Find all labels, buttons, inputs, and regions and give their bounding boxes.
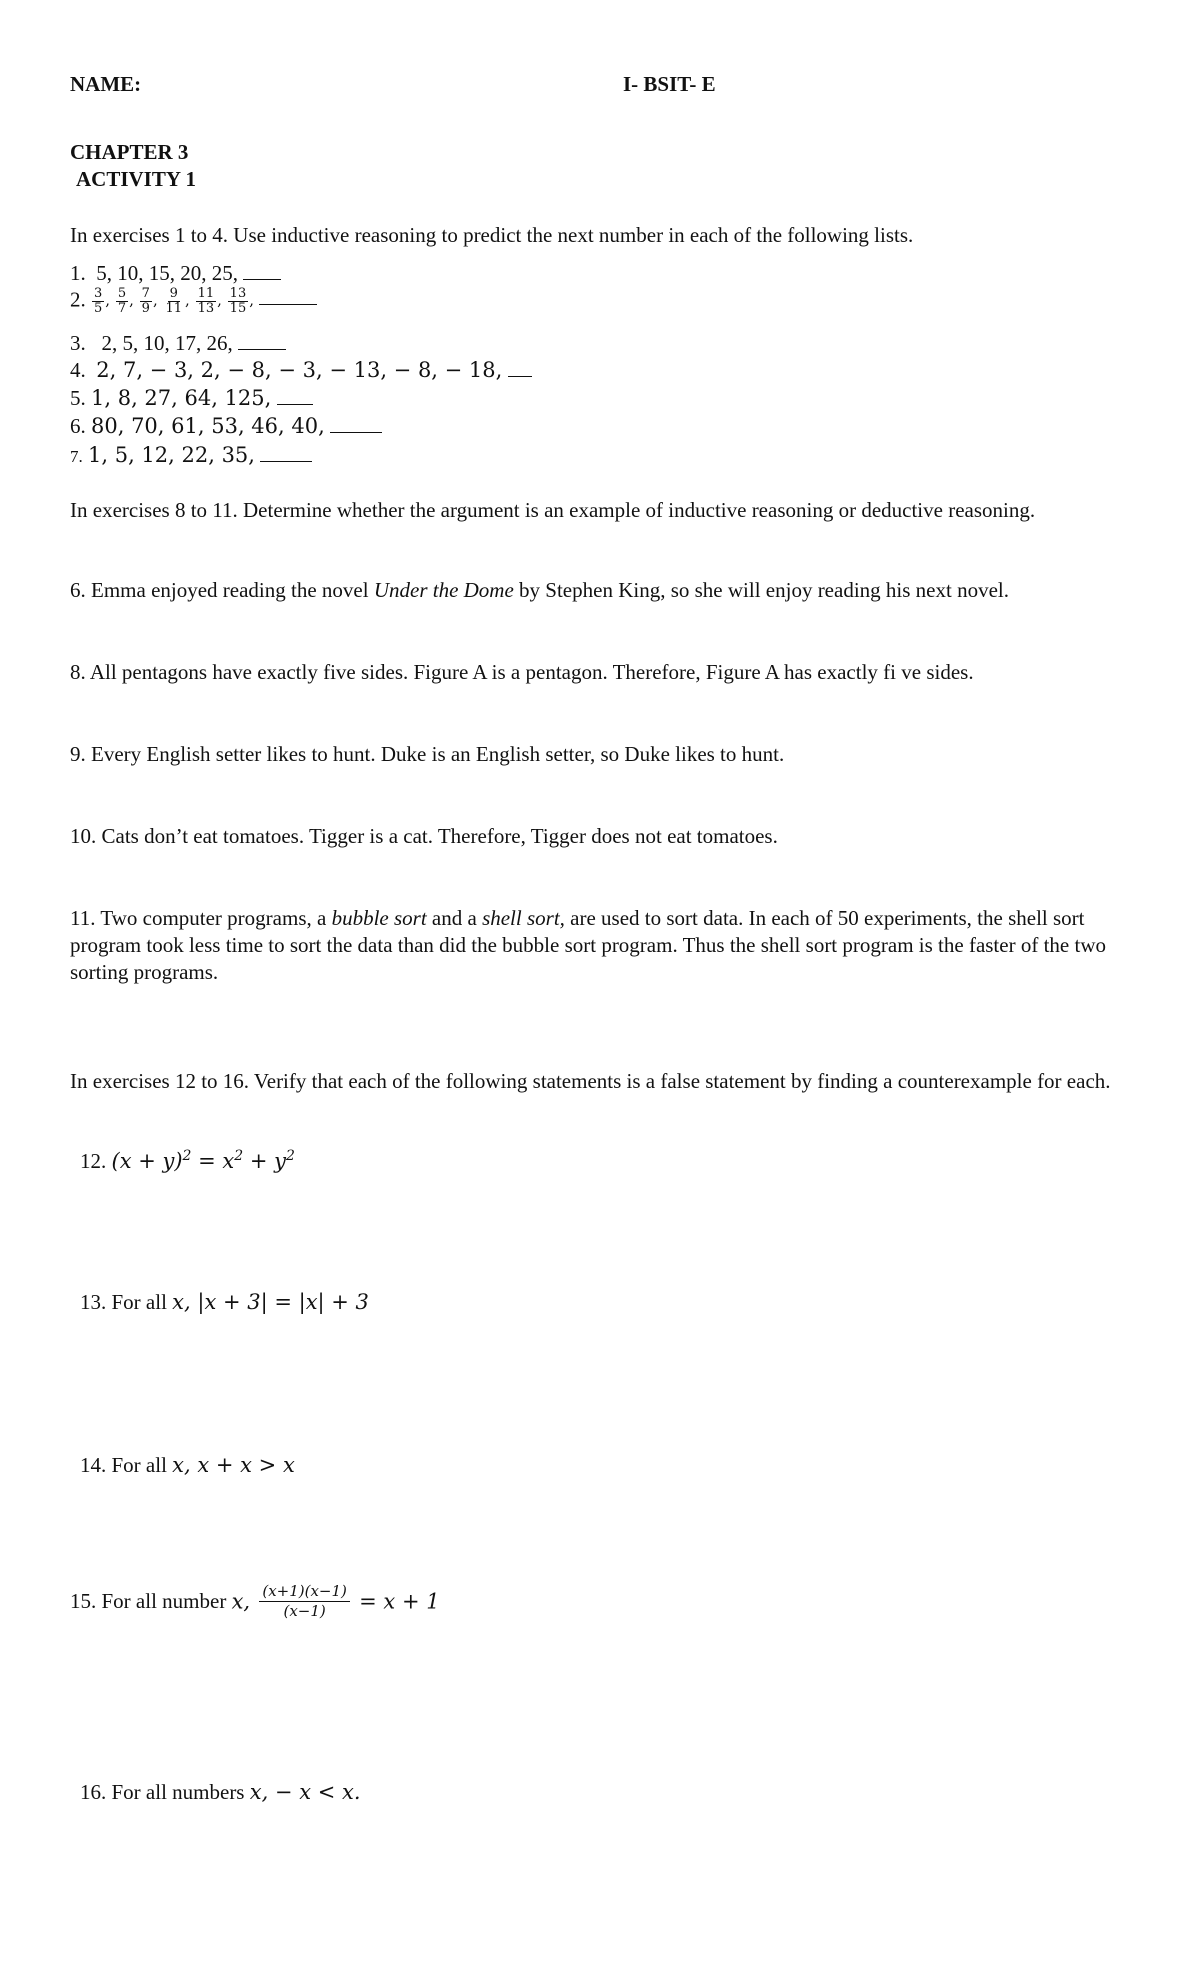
- answer-blank: [330, 414, 382, 433]
- question-8: 8. All pentagons have exactly five sides. Figure A is a pentagon. Therefore, Figure A has exactly fi ve sides.: [70, 660, 974, 684]
- question-12: 12. $(x + y)^2 = x^2 + y^2$: [80, 1148, 295, 1173]
- part1-instruction: In exercises 1 to 4. Use inductive reasoning to predict the next number in each of the following lists.: [70, 223, 914, 247]
- sequence-item-7: 7. 1, 5, 12, 22, 35,: [70, 443, 312, 468]
- question-10: 10. Cats don’t eat tomatoes. Tigger is a cat. Therefore, Tigger does not eat tomatoes.: [70, 824, 778, 848]
- chapter-heading: CHAPTER 3: [70, 140, 189, 164]
- question-13: 13. For all x, |x + 3| = |x| + 3: [80, 1290, 369, 1314]
- answer-blank: [238, 331, 286, 350]
- fraction-2: $\frac{5}{7}$: [117, 285, 127, 316]
- sequence-item-2: 2. $\frac{3}{5}$ , $\frac{5}{7}$ , $\frac{7}{9}$ , $\frac{9}{11}$ , $\frac{11}{13}$ , $\frac{13}{15}$ ,: [70, 286, 317, 316]
- fraction-5: $\frac{11}{13}$: [197, 285, 215, 316]
- question-9: 9. Every English setter likes to hunt. Duke is an English setter, so Duke likes to hunt.: [70, 742, 785, 766]
- fraction-15: $\frac{(x+1)(x-1)}{(x-1)}$: [259, 1582, 350, 1621]
- fraction-1: $\frac{3}{5}$: [94, 285, 103, 316]
- fraction-3: $\frac{7}{9}$: [141, 285, 150, 316]
- fraction-4: $\frac{9}{11}$: [165, 285, 183, 316]
- sequence-item-4: 4. 2, 7, − 3, 2, − 8, − 3, − 13, − 8, − 18,: [70, 358, 532, 383]
- sequence-item-3: 3. 2, 5, 10, 17, 26,: [70, 331, 286, 356]
- part3-instruction: In exercises 12 to 16. Verify that each of the following statements is a false statement by finding a counterexample for each.: [70, 1069, 1111, 1093]
- sequence-item-6: 6. 80, 70, 61, 53, 46, 40,: [70, 414, 382, 439]
- question-14: 14. For all x, x + x > x: [80, 1453, 295, 1477]
- fraction-6: $\frac{13}{15}$: [229, 285, 247, 316]
- answer-blank: [260, 443, 312, 462]
- answer-blank: [243, 261, 281, 280]
- answer-blank: [508, 358, 532, 377]
- answer-blank: [259, 294, 317, 305]
- sequence-item-5: 5. 1, 8, 27, 64, 125,: [70, 386, 313, 411]
- answer-blank: [277, 386, 313, 405]
- sequence-item-1: 1. 5, 10, 15, 20, 25,: [70, 261, 281, 286]
- part2-instruction: In exercises 8 to 11. Determine whether the argument is an example of inductive reasoning or deductive reasoning.: [70, 498, 1036, 522]
- question-16: 16. For all numbers x, − x < x.: [80, 1780, 361, 1804]
- activity-heading: ACTIVITY 1: [76, 167, 196, 191]
- section-label: I- BSIT- E: [623, 72, 716, 96]
- name-label: NAME:: [70, 72, 142, 96]
- question-15: 15. For all number x, $\frac{(x+1)(x-1)}{(x-1)}$ = x + 1: [70, 1582, 440, 1620]
- question-6: 6. Emma enjoyed reading the novel Under the Dome by Stephen King, so she will enjoy reading his next novel.: [70, 578, 1009, 602]
- question-11: 11. Two computer programs, a bubble sort and a shell sort, are used to sort data. In each of 50 experiments, the shell sort program took less time to sort the data than did the bubble sort program. Thus the shell sort program is the faster of the two sorting programs.: [70, 906, 1106, 984]
